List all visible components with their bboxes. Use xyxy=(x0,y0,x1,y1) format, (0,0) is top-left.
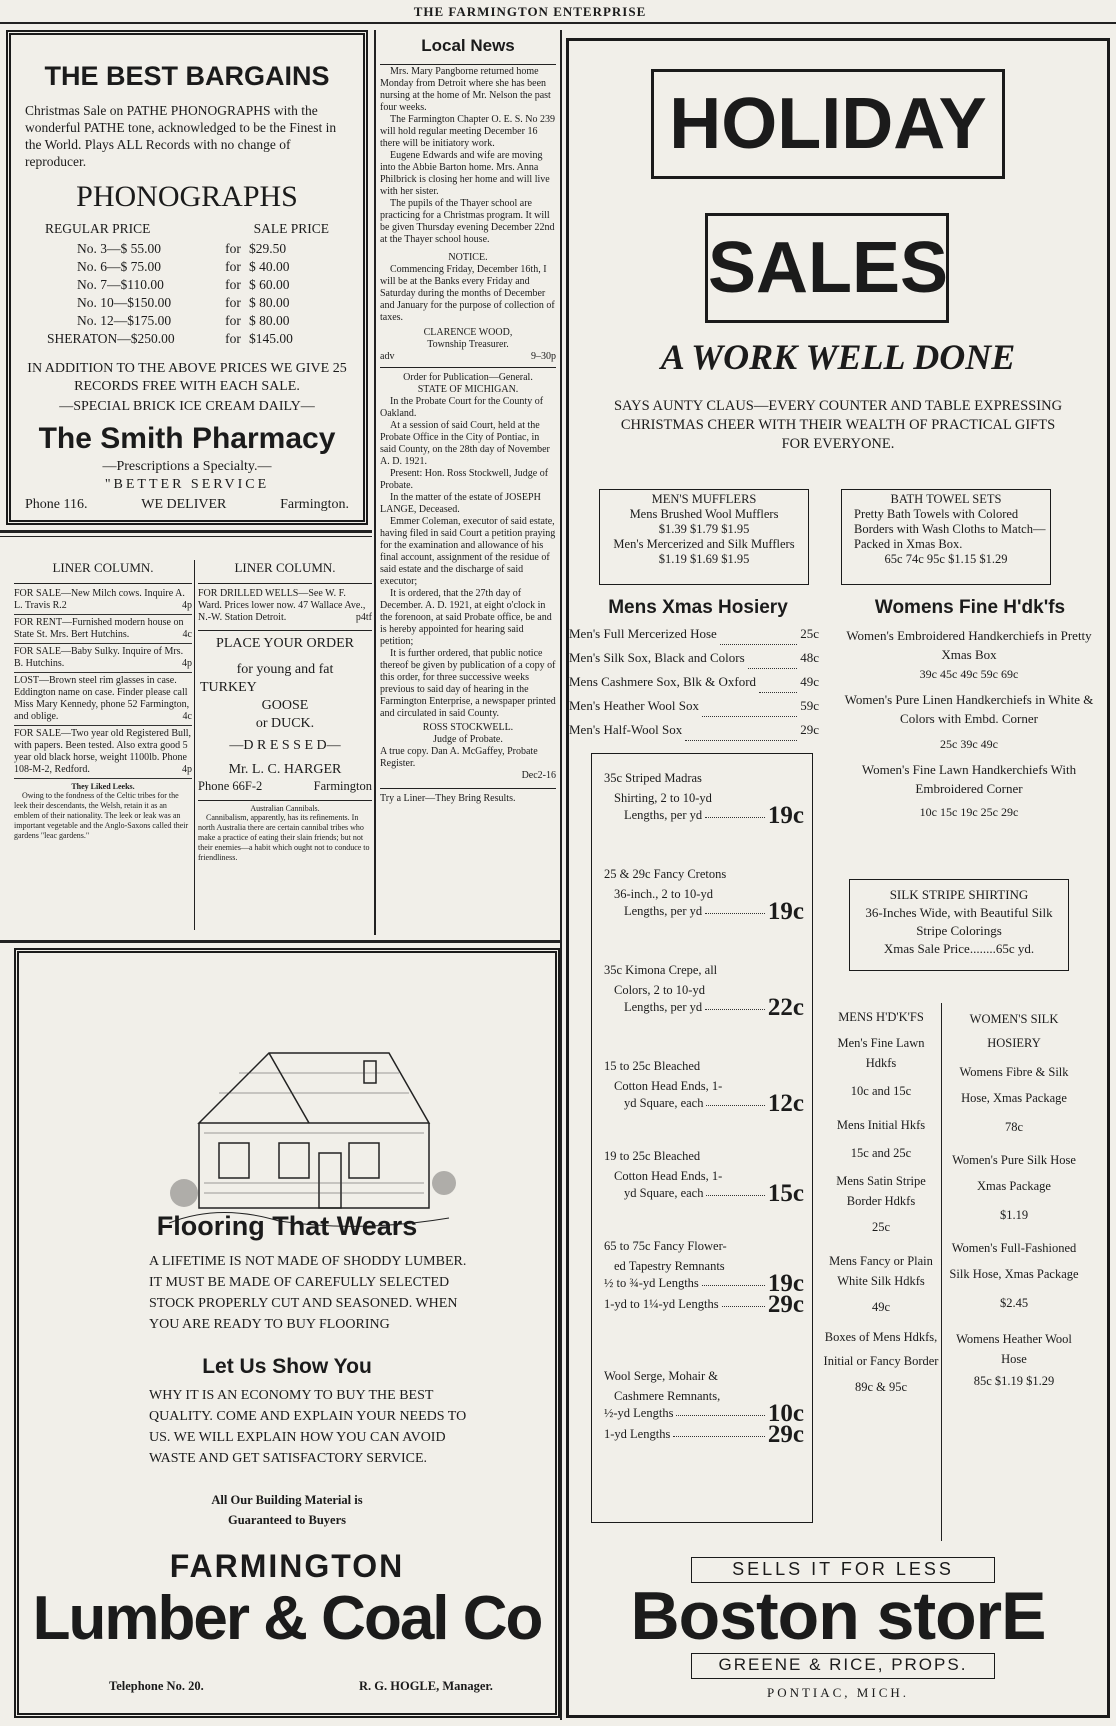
we-deliver: WE DELIVER xyxy=(141,497,227,512)
notice-adv: adv xyxy=(380,351,395,362)
order-signature: ROSS STOCKWELL. xyxy=(422,722,514,733)
mens-hdkfs: MENS H'D'K'FS Men's Fine Lawn Hdkfs 10c and 15c Mens Initial Hkfs 15c and 25c Mens Satin Stripe Border Hdkfs 25c Mens Fancy or Plain White Silk Hdkfs 49c Boxes of Mens Hdkfs, Initial or Fancy Border 89c & 95c xyxy=(823,1007,939,1397)
better-service: "BETTER SERVICE xyxy=(104,477,270,492)
cannibals-body: Cannibalism, apparently, has its refinements. In north Australia there are certain cannibal tribes who make a practice of eating their slain friends; but not their enemies—a habit which ought not to conduce to friendliness. xyxy=(198,813,370,862)
mens-hdkfs-title: MENS H'D'K'FS xyxy=(838,1010,924,1024)
liner-ad: FOR SALE—Two year old Registered Bull, with papers. Been tested. Also extra good 5 year old black horse, weight 1100lb. Phone 108-M-2, Redford. 4p xyxy=(14,726,192,779)
sales-banner: SALES xyxy=(705,213,949,323)
house-illustration xyxy=(159,1033,459,1233)
local-news-column xyxy=(380,36,556,936)
ice-cream: —SPECIAL BRICK ICE CREAM DAILY— xyxy=(59,399,315,414)
order-title: Order for Publication—General. xyxy=(403,372,533,383)
cannibals-title: Australian Cannibals. xyxy=(250,804,320,813)
regular-price-header: REGULAR PRICE xyxy=(45,221,151,236)
yard-item: 35c Kimona Crepe, all Colors, 2 to 10-yd Lengths, per yd 22c xyxy=(604,963,804,1021)
aunty-claus: SAYS AUNTY CLAUS—EVERY COUNTER AND TABLE EXPRESSING CHRISTMAS CHEER WITH THEIR WEALTH OF PRACTICAL GIFTS FOR EVERYONE. xyxy=(613,398,1063,452)
order-state: STATE OF MICHIGAN. xyxy=(417,384,519,395)
news-item: The pupils of the Thayer school are practicing for a Christmas program. It will be given Thursday evening December 22nd at the Thayer school house. xyxy=(380,198,555,245)
lumber-show: Let Us Show You xyxy=(202,1355,372,1378)
liner-tagline: Try a Liner—They Bring Results. xyxy=(380,793,516,804)
poultry-ad: PLACE YOUR ORDER for young and fat TURKEY GOOSE or DUCK. —D R E S S E D— Mr. L. C. HARGER Phone 66F-2 Farmington xyxy=(198,636,372,793)
notice-role: Township Treasurer. xyxy=(427,339,509,350)
notice-body: Commencing Friday, December 16th, I will be at the Banks every Friday and Saturday during the months of December and January for the purpose of collection of taxes. xyxy=(380,264,555,323)
towel-box: BATH TOWEL SETS Pretty Bath Towels with Colored Borders with Wash Cloths to Match—Packed in Xmas Box. 65c 74c 95c $1.15 $1.29 xyxy=(841,489,1051,585)
pharmacy-intro: Christmas Sale on PATHE PHONOGRAPHS with the wonderful PATHE tone, acknowledged to be the Finest in the World. Plays ALL Records with no change of reproducer. xyxy=(25,103,337,169)
lumber-body2: WHY IT IS AN ECONOMY TO BUY THE BEST QUALITY. COME AND EXPLAIN YOUR NEEDS TO US. WE WILL EXPLAIN HOW YOU CAN AVOID WASTE AND GET SATISFACTORY SERVICE. xyxy=(149,1388,467,1466)
phonographs-heading: PHONOGRAPHS xyxy=(76,180,298,213)
hosiery-row: Men's Half-Wool Sox 29c xyxy=(569,722,819,746)
order-paragraph: In the matter of the estate of JOSEPH LANGE, Deceased. xyxy=(380,492,541,515)
serge-item: Wool Serge, Mohair & Cashmere Remnants, ½-yd Lengths 10c 1-yd Lengths 29c xyxy=(604,1369,804,1448)
proprietors: GREENE & RICE, PROPS. xyxy=(691,1653,995,1679)
liner-ad: FOR RENT—Furnished modern house on State St. Mrs. Bert Hutchins. 4c xyxy=(14,615,192,644)
yard-item: 25 & 29c Fancy Cretons 36-inch., 2 to 10-yd Lengths, per yd 19c xyxy=(604,867,804,925)
sells-for-less: SELLS IT FOR LESS xyxy=(691,1557,995,1583)
yard-goods-box xyxy=(591,753,813,1523)
local-news-title: Local News xyxy=(421,36,515,55)
order-date: Dec2-16 xyxy=(521,770,556,781)
liner-column-left xyxy=(14,560,192,841)
hosiery-row: Mens Cashmere Sox, Blk & Oxford 49c xyxy=(569,674,819,698)
liner-title: LINER COLUMN. xyxy=(52,560,154,575)
mens-hosiery-title: Mens Xmas Hosiery xyxy=(608,597,788,618)
yard-item: 19 to 25c Bleached Cotton Head Ends, 1- yd Square, each 15c xyxy=(604,1149,804,1207)
mens-hosiery-list xyxy=(569,626,819,746)
price-row: SHERATON—$250.00 for $145.00 xyxy=(47,331,293,346)
holiday-banner: HOLIDAY xyxy=(651,69,1005,179)
womens-hdkfs-list: Women's Embroidered Handkerchiefs in Pretty Xmas Box 39c 45c 49c 59c 69c Women's Pure Linen Handkerchiefs in White & Colors with Embd. Corner 25c 39c 49c Women's Fine Lawn Handkerchiefs With Embroidered Corner 10c 15c 19c 25c 29c xyxy=(844,628,1094,819)
notice-title: NOTICE. xyxy=(448,252,488,263)
order-true-copy: A true copy. Dan A. McGaffey, Probate Register. xyxy=(380,746,538,769)
hosiery-row: Men's Heather Wool Sox 59c xyxy=(569,698,819,722)
poultry-town: Farmington xyxy=(313,779,372,793)
lumber-company-town: FARMINGTON xyxy=(169,1548,405,1584)
tapestry-item: 65 to 75c Fancy Flower- ed Tapestry Remnants ½ to ¾-yd Lengths 19c 1-yd to 1¼-yd Lengths 29c xyxy=(604,1239,804,1318)
womens-hdkfs-title: Womens Fine H'dk'fs xyxy=(874,597,1066,618)
order-paragraph: At a session of said Court, held at the Probate Office in the City of Pontiac, in said County, on the 28th day of November A. D. 1921. xyxy=(380,420,550,467)
lumber-ad xyxy=(14,948,560,1718)
mufflers-box: MEN'S MUFFLERS Mens Brushed Wool Mufflers $1.39 $1.79 $1.95 Men's Mercerized and Silk Mufflers $1.19 $1.69 $1.95 xyxy=(599,489,809,585)
poultry-heading: PLACE YOUR ORDER xyxy=(216,636,354,651)
records-offer: IN ADDITION TO THE ABOVE PRICES WE GIVE 25 RECORDS FREE WITH EACH SALE. xyxy=(27,361,347,394)
sale-price-header: SALE PRICE xyxy=(253,221,329,236)
prescriptions: —Prescriptions a Specialty.— xyxy=(102,459,272,474)
silk-shirting-box: SILK STRIPE SHIRTING 36-Inches Wide, with Beautiful Silk Stripe Colorings Xmas Sale Price........65c yd. xyxy=(849,879,1069,971)
price-row: No. 6—$ 75.00 for $ 40.00 xyxy=(77,259,290,274)
smith-pharmacy-logo: The Smith Pharmacy xyxy=(38,422,336,455)
hosiery-row: Men's Full Mercerized Hose 25c xyxy=(569,626,819,650)
lumber-guarantee-2: Guaranteed to Buyers xyxy=(227,1513,347,1527)
news-item: The Farmington Chapter O. E. S. No 239 will hold regular meeting December 16 there will be initiatory work. xyxy=(380,114,555,149)
price-row: No. 7—$110.00 for $ 60.00 xyxy=(77,277,290,292)
leeks-title: They Liked Leeks. xyxy=(71,782,135,791)
yard-item: 15 to 25c Bleached Cotton Head Ends, 1- yd Square, each 12c xyxy=(604,1059,804,1117)
lumber-phone: Telephone No. 20. xyxy=(109,1679,204,1693)
lumber-manager: R. G. HOGLE, Manager. xyxy=(359,1679,493,1693)
poultry-name: Mr. L. C. HARGER xyxy=(228,762,342,777)
lumber-guarantee: All Our Building Material is xyxy=(211,1493,363,1507)
hosiery-row: Men's Silk Sox, Black and Colors 48c xyxy=(569,650,819,674)
price-row: No. 10—$150.00 for $ 80.00 xyxy=(77,295,290,310)
order-paragraph: Emmer Coleman, executor of said estate, having filed in said Court a petition praying for the examination and allowance of his final account, assignment of the residue of said estate and the discharge of said executor; xyxy=(380,516,556,587)
pharmacy-phone: Phone 116. xyxy=(25,497,88,512)
liner-ad: LOST—Brown steel rim glasses in case. Eddington name on case. Finder please call Miss Mary Kennedy, phone 52 Farmington, and oblige. 4c xyxy=(14,673,192,726)
notice-signature: CLARENCE WOOD, xyxy=(423,327,513,338)
order-paragraph: Present: Hon. Ross Stockwell, Judge of Probate. xyxy=(380,468,549,491)
lumber-headline: Flooring That Wears xyxy=(156,1211,418,1241)
tagline: A WORK WELL DONE xyxy=(660,337,1016,377)
liner-ad: FOR SALE—Baby Sulky. Inquire of Mrs. B. Hutchins. 4p xyxy=(14,644,192,673)
womens-silk-hosiery: WOMEN'S SILK HOSIERY Womens Fibre & Silk Hose, Xmas Package 78c Women's Pure Silk Hose Xmas Package $1.19 Women's Full-Fashioned Silk Hose, Xmas Package $2.45 Womens Heather Wool Hose 85c $1.19 $1.29 xyxy=(949,1007,1079,1391)
price-row: No. 12—$175.00 for $ 80.00 xyxy=(77,313,290,328)
news-item: Eugene Edwards and wife are moving into the Abbie Barton home. Mrs. Anna Philbrick is closing her home and will live with her sister. xyxy=(380,150,550,197)
womens-silk-title: WOMEN'S SILK HOSIERY xyxy=(969,1012,1059,1050)
lumber-body: A LIFETIME IS NOT MADE OF SHODDY LUMBER. IT MUST BE MADE OF CAREFULLY SELECTED STOCK PROPERLY CUT AND SEASONED. WHEN YOU ARE READY TO BUY FLOORING xyxy=(149,1254,467,1332)
wells-ad: FOR DRILLED WELLS—See W. F. Ward. Prices lower now. 47 Wallace Ave., N.-W. Station Detroit. p4tf xyxy=(198,588,372,623)
liner-column-right xyxy=(198,560,372,863)
pharmacy-town: Farmington. xyxy=(280,497,349,512)
leeks-body: Owing to the fondness of the Celtic tribes for the leek their descendants, the Welsh, retain it as an emblem of their nationality. The leek or leak was an important vegetable and the Anglo-Saxons called their gardens "leac gardens." xyxy=(14,791,189,840)
liner-ad: FOR SALE—New Milch cows. Inquire A. L. Travis R.2 4p xyxy=(14,586,192,615)
pharmacy-title: THE BEST BARGAINS xyxy=(44,61,330,91)
notice-date: 9–30p xyxy=(531,351,556,362)
order-signature-role: Judge of Probate. xyxy=(433,734,503,745)
yard-item: 35c Striped Madras Shirting, 2 to 10-yd Lengths, per yd 19c xyxy=(604,771,804,829)
lumber-company-name: Lumber & Coal Co xyxy=(32,1584,542,1653)
boston-store-logo: Boston storE xyxy=(630,1578,1046,1654)
liner-title: LINER COLUMN. xyxy=(234,560,336,575)
boston-store-ad xyxy=(566,38,1110,1718)
order-paragraph: It is further ordered, that public notice thereof be given by publication of a copy of this order, for three successive weeks previous to said day of hearing in the Farmington Enterprise, a newspaper printed and circulated in said County. xyxy=(380,648,556,719)
news-item: Mrs. Mary Pangborne returned home Monday from Detroit where she has been nursing at the home of Mr. Nelson the past four weeks. xyxy=(380,66,551,113)
order-court: In the Probate Court for the County of Oakland. xyxy=(380,396,544,419)
pharmacy-ad xyxy=(6,30,368,525)
price-row: No. 3—$ 55.00 for $29.50 xyxy=(77,241,287,256)
order-paragraph: It is ordered, that the 27th day of December. A. D. 1921, at eight o'clock in the forenoon, at said Probate office, be and is hereby appointed for hearing said petition; xyxy=(380,588,552,647)
price-table xyxy=(25,240,349,348)
store-city: PONTIAC, MICH. xyxy=(766,1685,910,1700)
masthead: THE FARMINGTON ENTERPRISE xyxy=(413,4,647,19)
poultry-phone: Phone 66F-2 xyxy=(198,779,263,793)
